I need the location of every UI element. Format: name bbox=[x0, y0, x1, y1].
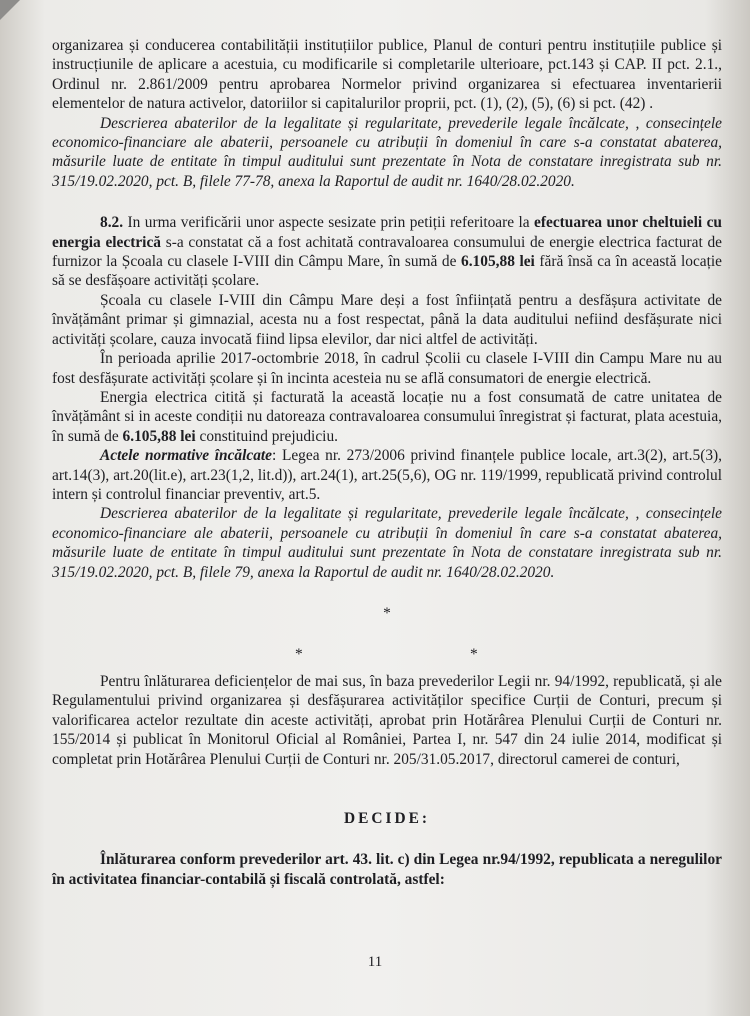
section-number: 8.2. bbox=[100, 214, 124, 232]
paragraph-description-8-1: Descrierea abaterilor de la legalitate și regularitate, prevederile legale încălcate, , consecințele economico-financiare ale abaterii, persoanele cu atribuții în domeniul în care s-a constatat abaterea, măsurile luate de entitate în timpul auditului sunt prezentate în Nota de constatare inregistrata sub nr. 315/19.02.2020, pct. B, filele 77-78, anexa la Raportul de audit nr. 1640/28.02.2020. bbox=[52, 114, 722, 190]
paragraph-continuation: organizarea și conducerea contabilității instituțiilor publice, Planul de conturi pentru instituțiile publice și instrucțiunile de aplicare a acestuia, cu modificarile si completarile ulterioare, pct.143 și CAP. II pct. 2.1., Ordinul nr. 2.861/2009 pentru aprobarea Normelor privind organizarea si efectuarea inventarierii elementelor de natura activelor, datoriilor si capitalurilor proprii, pct. (1), (2), (5), (6) si pct. (42) . bbox=[52, 37, 722, 113]
separator-stars-row bbox=[52, 645, 722, 664]
separator-star: * bbox=[383, 604, 391, 622]
decide-heading: DECIDE: bbox=[344, 810, 430, 827]
paragraph-legal-acts: Actele normative încălcate: Legea nr. 273/2006 privind finanțele publice locale, art.3(2), art.5(3), art.14(3), art.20(lit.e), art.23(1,2, lit.d)), art.24(1), art.25(5,6), OG nr. 119/1999, republicată privind controlul intern și controlul financiar preventiv, art.5. bbox=[52, 447, 723, 503]
page-number: 11 bbox=[367, 954, 383, 970]
paragraph-school: Școala cu clasele I-VIII din Câmpu Mare deși a fost înființată pentru a desfășura activitate de învățământ primar și gimnazial, acesta nu a fost respectat, până la data auditului nefiind desfășurate nici activități școlare, cauza invocată fiind lipsa elevilor, dar nici altfel de activități. bbox=[52, 291, 722, 348]
paragraph-legal-basis: Pentru înlăturarea deficiențelor de mai sus, în baza prevederilor Legii nr. 94/1992, republicată, și ale Regulamentului privind organizarea și desfășurarea activităților specifice Curții de Conturi, precum și valorificarea actelor rezultate din aceste activități, aprobat prin Hotărârea Plenului Curții de Conturi nr. 155/2014 și publicat în Monitorul Oficial al României, Partea I, nr. 547 din 24 iulie 2014, modificat și completat prin Hotărârea Plenului Curții de Conturi nr. 205/31.05.2017, directorul camerei de conturi, bbox=[52, 672, 722, 768]
separator-star: * bbox=[470, 645, 478, 663]
paragraph-decision: Înlăturarea conform prevederilor art. 43. lit. c) din Legea nr.94/1992, republicata a neregulilor în activitatea financiar-contabilă și fiscală controlată, astfel: bbox=[52, 851, 722, 888]
paragraph-energy: Energia electrica citită și facturată la această locație nu a fost consumată de catre unitatea de învățământ si in aceste condiții nu datoreaza contravaloarea consumului înregistrat și facturat, plata acestuia, în sumă de 6.105,88 lei constituind prejudiciu. bbox=[52, 388, 722, 445]
paragraph-period: În perioada aprilie 2017-octombrie 2018, în cadrul Școlii cu clasele I-VIII din Campu Mare nu au fost desfășurate activități școlare și în incinta acesteia nu se află consumatori de energie electrică. bbox=[52, 350, 722, 387]
document-body bbox=[52, 36, 722, 889]
paragraph-8-2: 8.2. In urma verificării unor aspecte sesizate prin petiții referitoare la efectuarea unor cheltuieli cu energia electrică s-a constatat că a fost achitată contravaloarea consumului de energie electrica facturat de furnizor la Școala cu clasele I-VIII din Câmpu Mare, în sumă de 6.105,88 lei fără însă ca în această locație să se desfășoare activități școlare. bbox=[52, 214, 722, 290]
paragraph-description-8-2: Descrierea abaterilor de la legalitate și regularitate, prevederile legale încălcate, , consecințele economico-financiare ale abaterii, persoanele cu atribuții în domeniul în care s-a constatat abaterea, măsurile luate de entitate în timpul auditului sunt prezentate în Nota de constatare inregistrata sub nr. 315/19.02.2020, pct. B, filele 79, anexa la Raportul de audit nr. 1640/28.02.2020. bbox=[52, 505, 722, 581]
page-corner-fold bbox=[0, 0, 20, 20]
separator-star: * bbox=[295, 645, 303, 663]
